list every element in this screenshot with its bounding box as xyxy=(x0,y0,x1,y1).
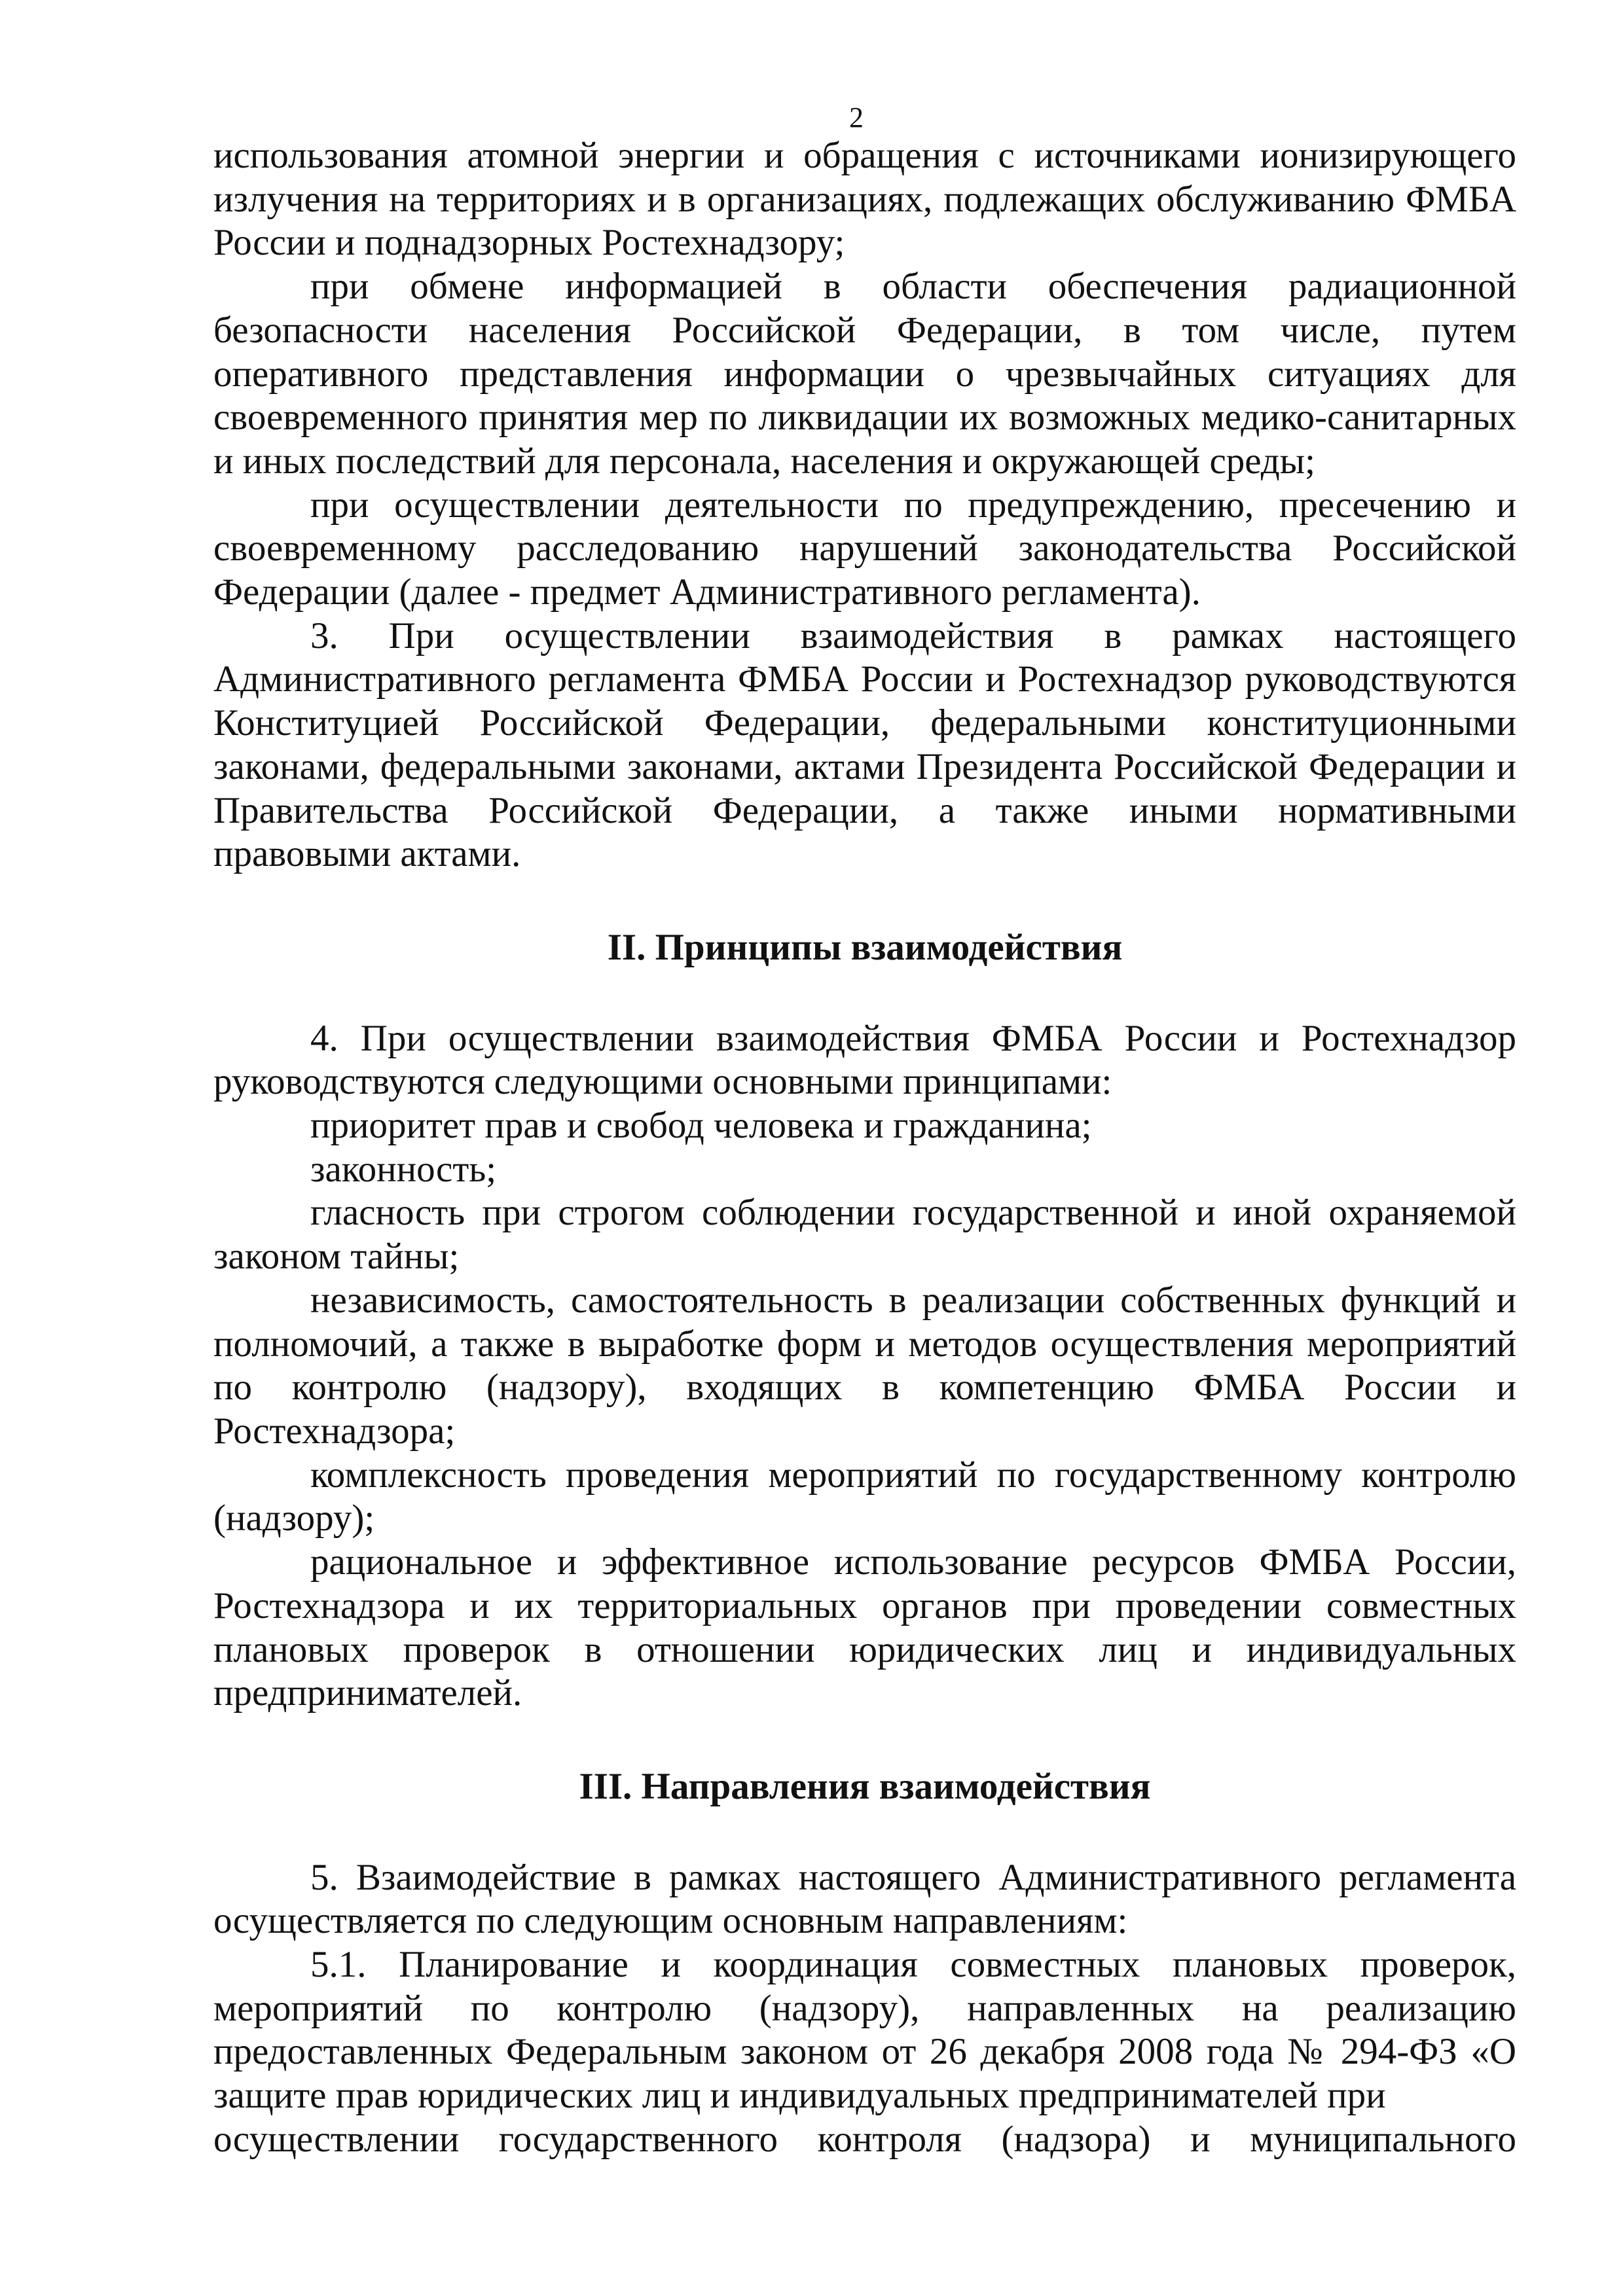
paragraph-prevention: при осуществлении деятельности по предупреждению, пресечению и своевременному расследованию нарушений законодательства Российской Федерации (далее - предмет Административного регламента). xyxy=(213,484,1516,613)
section-3-heading: III. Направления взаимодействия xyxy=(579,1765,1151,1807)
paragraph-continuation: использования атомной энергии и обращения с источниками ионизирующего излучения на территориях и в организациях, подлежащих обслуживанию ФМБА России и поднадзорных Ростехнадзору; xyxy=(213,135,1516,264)
document-body xyxy=(213,134,1516,2162)
section-2-heading: II. Принципы взаимодействия xyxy=(607,926,1123,968)
paragraph-info-exchange: при обмене информацией в области обеспечения радиационной безопасности населения Российской Федерации, в том числе, путем оперативного представления информации о чрезвычайных ситуациях для своевременного принятия мер по ликвидации их возможных медико-санитарных и иных последствий для персонала, населения и окружающей среды; xyxy=(213,266,1516,482)
paragraph-item-4: 4. При осуществлении взаимодействия ФМБА России и Ростехнадзор руководствуются следующими основными принципами: xyxy=(213,1017,1516,1103)
paragraph-item-5-1: 5.1. Планирование и координация совместных плановых проверок, мероприятий по контролю (надзору), направленных на реализацию предоставленных Федеральным законом от 26 декабря 2008 года № 294-ФЗ «О защите прав юридических лиц и индивидуальных предпринимателей при xyxy=(213,1944,1516,2117)
principle-item: приоритет прав и свобод человека и гражданина; xyxy=(310,1105,1092,1147)
principle-item: законность; xyxy=(310,1148,497,1190)
paragraph-item-3: 3. При осуществлении взаимодействия в рамках настоящего Административного регламента ФМБА России и Ростехнадзор руководствуются Конституцией Российской Федерации, федеральными конституционными законами, федеральными законами, актами Президента Российской Федерации и Правительства Российской Федерации, а также иными нормативными правовыми актами. xyxy=(213,615,1516,875)
principle-item: рациональное и эффективное использование ресурсов ФМБА России, Ростехнадзора и их территориальных органов при проведении совместных плановых проверок в отношении юридических лиц и индивидуальных предпринимателей. xyxy=(213,1541,1516,1714)
principle-item: комплексность проведения мероприятий по государственному контролю (надзору); xyxy=(213,1454,1516,1539)
paragraph-last-line: осуществлении государственного контроля (надзора) и муниципального xyxy=(213,2118,1516,2160)
principle-item: гласность при строгом соблюдении государственной и иной охраняемой законом тайны; xyxy=(213,1192,1516,1278)
principle-item: независимость, самостоятельность в реализации собственных функций и полномочий, а также в выработке форм и методов осуществления мероприятий по контролю (надзору), входящих в компетенцию ФМБА России и Ростехнадзора; xyxy=(213,1279,1516,1452)
page-number: 2 xyxy=(849,101,864,134)
paragraph-item-5: 5. Взаимодействие в рамках настоящего Административного регламента осуществляется по следующим основным направлениям: xyxy=(213,1856,1516,1942)
